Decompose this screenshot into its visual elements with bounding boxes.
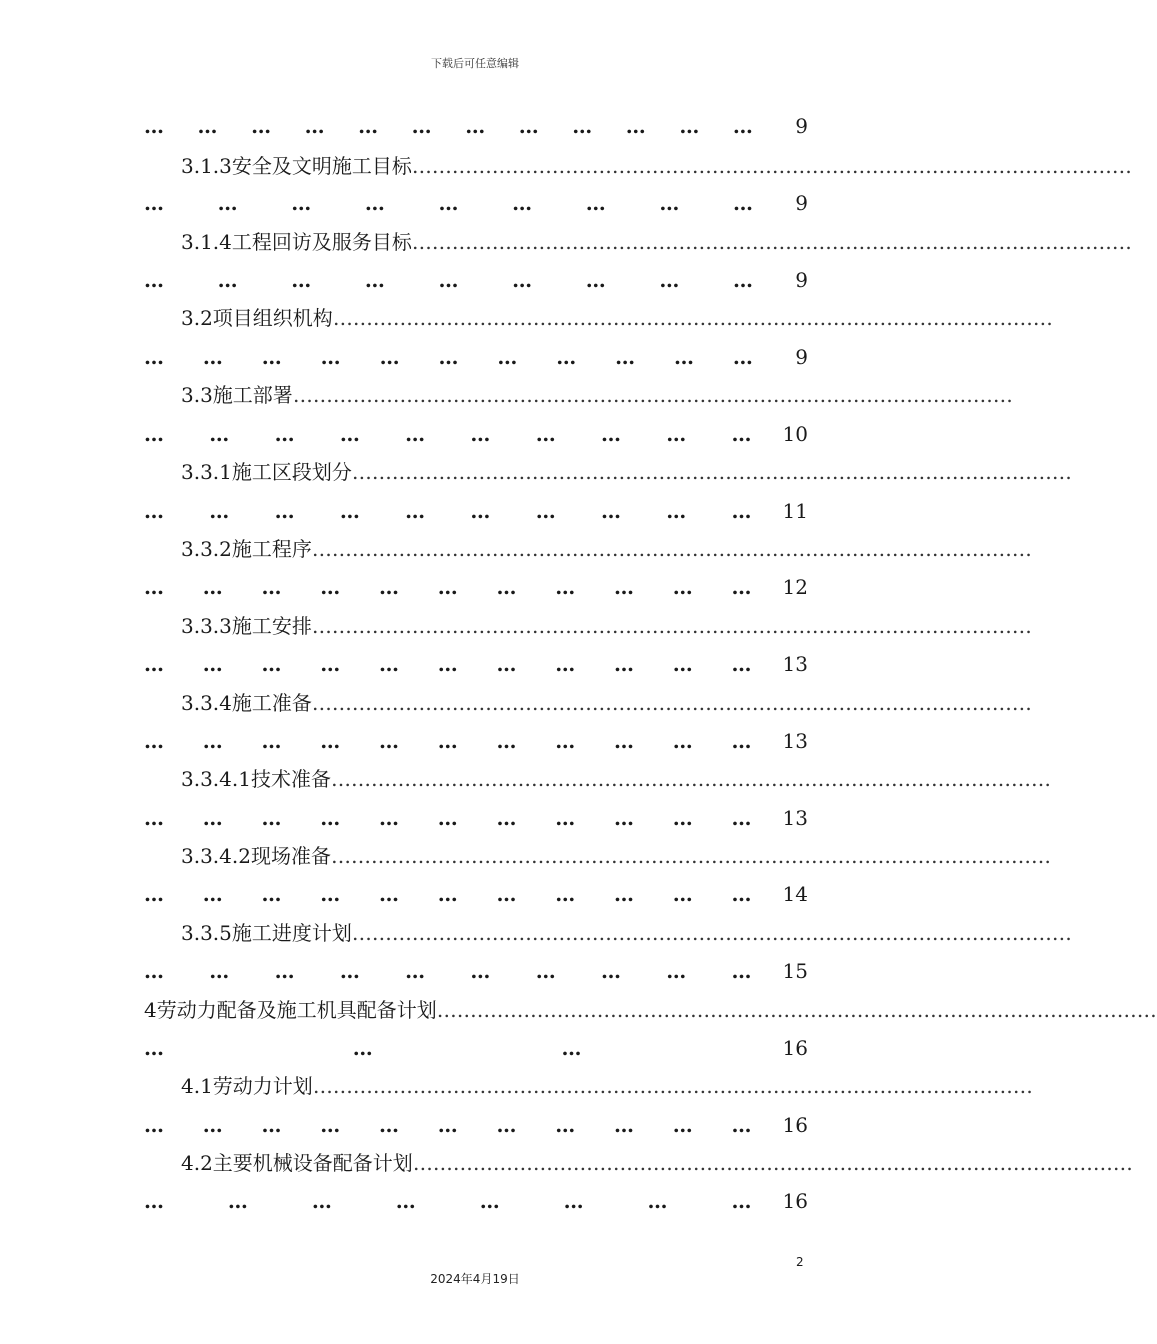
leader-dots: ……………………………………………………………………………………………… <box>292 383 1013 407</box>
toc-entry-label: 3.3.5施工进度计划 <box>181 921 352 945</box>
toc-entry[interactable] <box>181 152 1132 180</box>
leader-dots: … … … … … … … … <box>144 1189 753 1213</box>
leader-dots: … … … … … … … … … … … <box>144 575 753 599</box>
toc-page-number: 12 <box>782 575 808 599</box>
toc-entry-label: 3.3.4.2现场准备 <box>181 844 331 868</box>
page-number: 2 <box>796 1255 804 1269</box>
leader-dots: … … … … … … … … … … <box>144 422 753 446</box>
toc-entry-label: 3.3.2施工程序 <box>181 537 312 561</box>
toc-page-number: 15 <box>782 959 808 983</box>
toc-page-number: 9 <box>795 268 808 292</box>
toc-leader-row <box>144 1034 808 1062</box>
toc-entry-label: 3.3.3施工安排 <box>181 614 312 638</box>
leader-dots: ……………………………………………………………………………………………… <box>412 1151 1133 1175</box>
leader-dots: ……………………………………………………………………………………………… <box>436 998 1157 1022</box>
leader-dots: … … … … … … … … … … … <box>144 652 753 676</box>
toc-page-number: 13 <box>782 729 808 753</box>
leader-dots: ……………………………………………………………………………………………… <box>311 691 1032 715</box>
toc-leader-row <box>144 727 808 755</box>
toc-leader-row <box>144 957 808 985</box>
toc-entry-label: 3.3施工部署 <box>181 383 293 407</box>
leader-dots: ……………………………………………………………………………………………… <box>312 1074 1033 1098</box>
leader-dots: … … … … … … … … … … … <box>144 1113 753 1137</box>
leader-dots: ……………………………………………………………………………………………… <box>330 767 1051 791</box>
leader-dots: … … … … … … … … … … … <box>144 345 754 369</box>
leader-dots: ……………………………………………………………………………………………… <box>351 460 1072 484</box>
toc-page-number: 13 <box>782 806 808 830</box>
leader-dots: … … … … … … … … … <box>144 191 754 215</box>
toc-entry[interactable] <box>181 381 1013 409</box>
leader-dots: ……………………………………………………………………………………………… <box>332 306 1053 330</box>
toc-leader-row <box>144 189 808 217</box>
leader-dots: … … … … … … … … … … <box>144 959 753 983</box>
toc-entry[interactable] <box>181 1072 1033 1100</box>
toc-page-number: 16 <box>782 1189 808 1213</box>
toc-leader-row <box>144 573 808 601</box>
toc-entry-label: 3.1.3安全及文明施工目标 <box>181 154 412 178</box>
toc-entry-label: 3.3.4.1技术准备 <box>181 767 331 791</box>
leader-dots: ……………………………………………………………………………………………… <box>411 154 1132 178</box>
toc-entry-label: 3.3.4施工准备 <box>181 691 312 715</box>
toc-entry[interactable] <box>181 612 1032 640</box>
page-footer-date: 2024年4月19日 <box>430 1272 520 1286</box>
toc-page-number: 13 <box>782 652 808 676</box>
leader-dots: ……………………………………………………………………………………………… <box>351 921 1072 945</box>
leader-dots: ……………………………………………………………………………………………… <box>411 230 1132 254</box>
leader-dots: … … … … … … … … … … … <box>144 806 753 830</box>
toc-entry-label: 4劳动力配备及施工机具配备计划 <box>144 998 437 1022</box>
toc-page-number: 9 <box>795 114 808 138</box>
page-header: 下载后可任意编辑 <box>431 57 519 70</box>
leader-dots: … … … … … … … … … … … <box>144 882 753 906</box>
toc-entry[interactable] <box>181 1149 1133 1177</box>
toc-leader-row <box>144 266 808 294</box>
toc-entry-label: 3.2项目组织机构 <box>181 306 333 330</box>
leader-dots: … … … … … … … … … <box>144 268 754 292</box>
toc-entry-label: 3.1.4工程回访及服务目标 <box>181 230 412 254</box>
toc-leader-row <box>144 343 808 371</box>
toc-leader-row <box>144 1111 808 1139</box>
toc-leader-row <box>144 1187 808 1215</box>
toc-entry-label: 3.3.1施工区段划分 <box>181 460 352 484</box>
toc-leader-row <box>144 497 808 525</box>
toc-entry[interactable] <box>181 228 1132 256</box>
toc-entry[interactable] <box>181 458 1072 486</box>
leader-dots: ……………………………………………………………………………………………… <box>311 537 1032 561</box>
toc-leader-row <box>144 804 808 832</box>
toc-leader-row <box>144 880 808 908</box>
toc-leader-row <box>144 112 808 140</box>
toc-entry-label: 4.2主要机械设备配备计划 <box>181 1151 413 1175</box>
leader-dots: ……………………………………………………………………………………………… <box>330 844 1051 868</box>
toc-page-number: 14 <box>782 882 808 906</box>
toc-page-number: 10 <box>782 422 808 446</box>
toc-leader-row <box>144 420 808 448</box>
toc-leader-row <box>144 650 808 678</box>
leader-dots: … … … … … … … … … … … … <box>144 114 754 138</box>
toc-entry[interactable] <box>181 689 1032 717</box>
toc-entry[interactable] <box>181 842 1051 870</box>
toc-entry[interactable] <box>144 996 1157 1024</box>
toc-page-number: 11 <box>782 499 808 523</box>
toc-entry[interactable] <box>181 919 1072 947</box>
leader-dots: … … … <box>144 1036 583 1060</box>
toc-entry-label: 4.1劳动力计划 <box>181 1074 313 1098</box>
leader-dots: … … … … … … … … … … … <box>144 729 753 753</box>
leader-dots: … … … … … … … … … … <box>144 499 753 523</box>
toc-page-number: 16 <box>782 1036 808 1060</box>
toc-entry[interactable] <box>181 304 1053 332</box>
toc-entry[interactable] <box>181 535 1032 563</box>
toc-page-number: 9 <box>795 191 808 215</box>
toc-page-number: 16 <box>782 1113 808 1137</box>
toc-page-number: 9 <box>795 345 808 369</box>
toc-entry[interactable] <box>181 765 1051 793</box>
leader-dots: ……………………………………………………………………………………………… <box>311 614 1032 638</box>
